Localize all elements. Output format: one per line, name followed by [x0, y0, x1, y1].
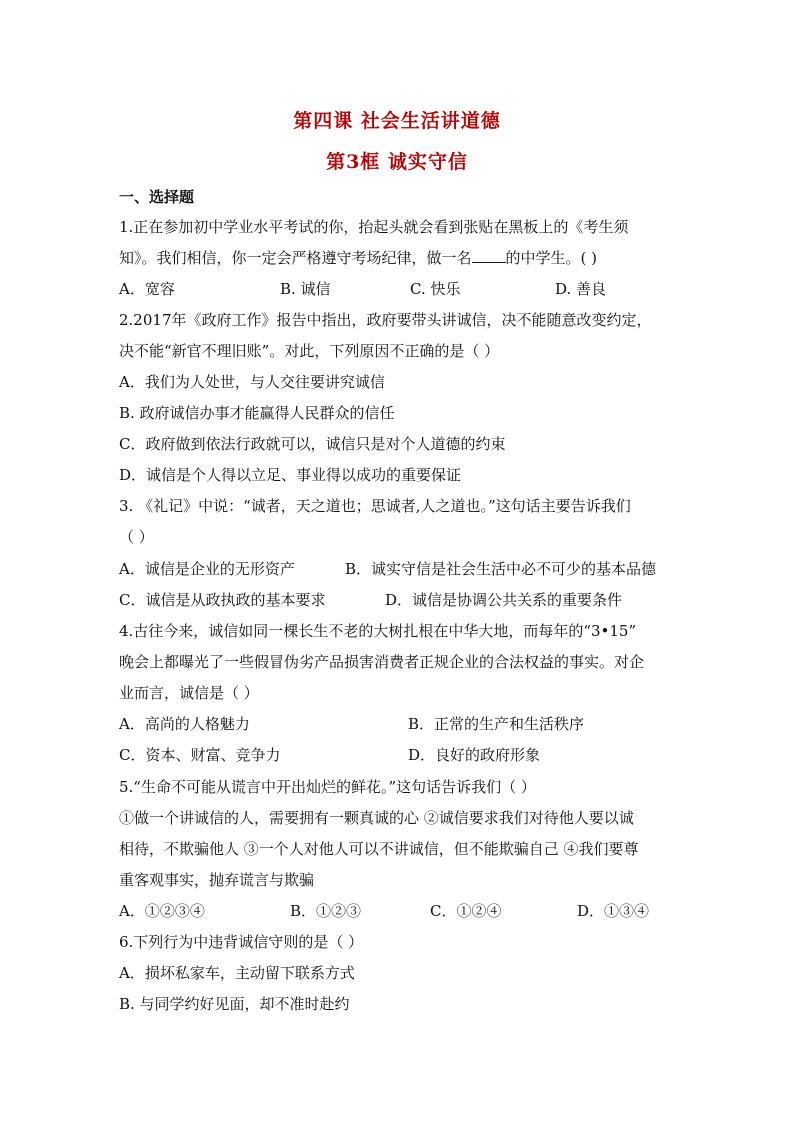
- question-1-line-2: [119, 248, 597, 268]
- question-2-line-1: 2.2017年《政府工作》报告中指出，政府要带头讲诚信，决不能随意改变约定，: [119, 311, 652, 329]
- lesson-title: 第四课 社会生活讲道德: [293, 110, 501, 132]
- question-3-option-c: C．诚信是从政执政的基本要求: [119, 591, 326, 609]
- answer-blank: [472, 248, 506, 263]
- question-4-option-c: C．资本、财富、竞争力: [119, 746, 281, 764]
- question-3-option-a: A．诚信是企业的无形资产: [119, 560, 295, 578]
- question-1-option-d: D. 善良: [555, 280, 607, 298]
- question-4-line-1: 4.古往今来，诚信如同一棵长生不老的大树扎根在中华大地，而每年的“3•15”: [119, 622, 637, 640]
- question-1-option-a: A．宽容: [119, 280, 175, 298]
- question-4-option-d: D．良好的政府形象: [408, 746, 541, 764]
- question-2-line-2: 决不能“新官不理旧账”。对此，下列原因不正确的是（ ）: [119, 342, 500, 360]
- question-1-text: 知》。我们相信，你一定会严格遵守考场纪律，做一名: [119, 249, 472, 267]
- question-5-option-d: D．①③④: [577, 902, 650, 920]
- question-5-line-2: ①做一个讲诚信的人，需要拥有一颗真诚的心 ②诚信要求我们对待他人要以诚: [119, 809, 634, 827]
- frame-title: 第3框 诚实守信: [326, 151, 468, 173]
- question-1-text-end: 的中学生。( ): [505, 249, 597, 267]
- question-4-line-2: 晚会上都曝光了一些假冒伪劣产品损害消费者正规企业的合法权益的事实。对企: [119, 653, 645, 671]
- question-2-option-d: D．诚信是个人得以立足、事业得以成功的重要保证: [119, 466, 462, 484]
- question-3-option-d: D．诚信是协调公共关系的重要条件: [385, 591, 623, 609]
- question-5-line-1: 5.“生命不可能从谎言中开出灿烂的鲜花。”这句话告诉我们（ ）: [119, 778, 536, 796]
- question-3-line-1: 3. 《礼记》中说：“诚者，天之道也；思诚者,人之道也。”这句话主要告诉我们: [119, 497, 631, 515]
- question-1-option-b: B. 诚信: [280, 280, 331, 298]
- question-5-line-4: 重客观事实，抛弃谎言与欺骗: [119, 871, 315, 889]
- section-heading: 一、选择题: [119, 188, 195, 206]
- question-3-option-b: B．诚实守信是社会生活中必不可少的基本品德: [345, 560, 657, 578]
- question-4-line-3: 业而言，诚信是（ ）: [119, 684, 259, 702]
- question-5-option-b: B．①②③: [290, 902, 362, 920]
- question-6-option-a: A．损坏私家车，主动留下联系方式: [119, 964, 355, 982]
- question-6-line-1: 6.下列行为中违背诚信守则的是（ ）: [119, 933, 364, 951]
- question-2-option-c: C．政府做到依法行政就可以，诚信只是对个人道德的约束: [119, 435, 506, 453]
- question-1-line-1: 1.正在参加初中学业水平考试的你，抬起头就会看到张贴在黑板上的《考生须: [119, 218, 629, 236]
- question-4-option-a: A．高尚的人格魅力: [119, 715, 250, 733]
- question-1-option-c: C. 快乐: [410, 280, 461, 298]
- question-3-line-2: （ ）: [119, 528, 154, 546]
- question-2-option-b: B. 政府诚信办事才能赢得人民群众的信任: [119, 404, 395, 422]
- question-5-line-3: 相待，不欺骗他人 ③一个人对他人可以不讲诚信，但不能欺骗自己 ④我们要尊: [119, 840, 639, 858]
- question-2-option-a: A．我们为人处世，与人交往要讲究诚信: [119, 373, 385, 391]
- question-4-option-b: B．正常的生产和生活秩序: [408, 715, 585, 733]
- question-5-option-a: A．①②③④: [119, 902, 205, 920]
- question-6-option-b: B. 与同学约好见面，却不准时赴约: [119, 995, 350, 1013]
- question-5-option-c: C．①②④: [430, 902, 502, 920]
